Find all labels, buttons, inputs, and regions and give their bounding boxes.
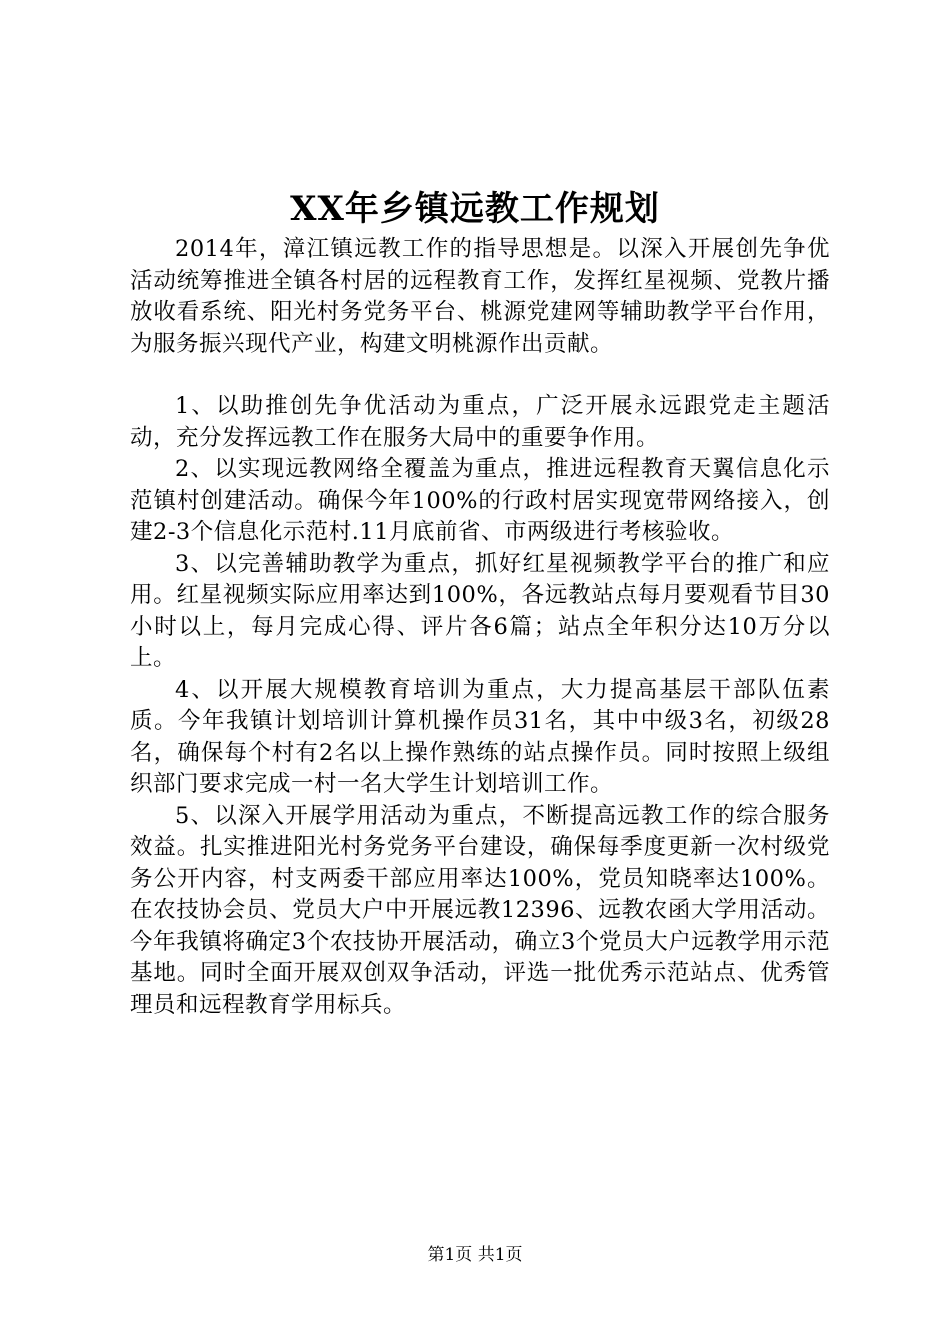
document-title: XX年乡镇远教工作规划 <box>290 189 660 229</box>
intro-paragraph: 2014年，漳江镇远教工作的指导思想是。以深入开展创先争优活动统筹推进全镇各村居的远程教育工作，发挥红星视频、党教片播放收看系统、阳光村务党务平台、桃源党建网等辅助教学平台作用，为服务振兴现代产业，构建文明桃源作出贡献。 <box>130 236 830 357</box>
document-body <box>130 234 830 1021</box>
page-footer: 第1页 共1页 <box>427 1245 523 1265</box>
item-paragraph-4: 4、以开展大规模教育培训为重点，大力提高基层干部队伍素质。今年我镇计划培训计算机操作员31名，其中中级3名，初级28名，确保每个村有2名以上操作熟练的站点操作员。同时按照上级组织部门要求完成一村一名大学生计划培训工作。 <box>130 676 830 797</box>
item-paragraph-2: 2、以实现远教网络全覆盖为重点，推进远程教育天翼信息化示范镇村创建活动。确保今年100%的行政村居实现宽带网络接入，创建2-3个信息化示范村.11月底前省、市两级进行考核验收。 <box>130 456 830 545</box>
item-paragraph-1: 1、以助推创先争优活动为重点，广泛开展永远跟党走主题活动，充分发挥远教工作在服务大局中的重要争作用。 <box>130 393 830 451</box>
item-paragraph-5: 5、以深入开展学用活动为重点，不断提高远教工作的综合服务效益。扎实推进阳光村务党务平台建设，确保每季度更新一次村级党务公开内容，村支两委干部应用率达100%，党员知晓率达100%。在农技协会员、党员大户中开展远教12396、远教农函大学用活动。今年我镇将确定3个农技协开展活动，确立3个党员大户远教学用示范基地。同时全面开展双创双争活动，评选一批优秀示范站点、优秀管理员和远程教育学用标兵。 <box>130 802 830 1018</box>
item-paragraph-3: 3、以完善辅助教学为重点，抓好红星视频教学平台的推广和应用。红星视频实际应用率达到100%，各远教站点每月要观看节目30小时以上，每月完成心得、评片各6篇；站点全年积分达10万分以上。 <box>130 550 830 671</box>
